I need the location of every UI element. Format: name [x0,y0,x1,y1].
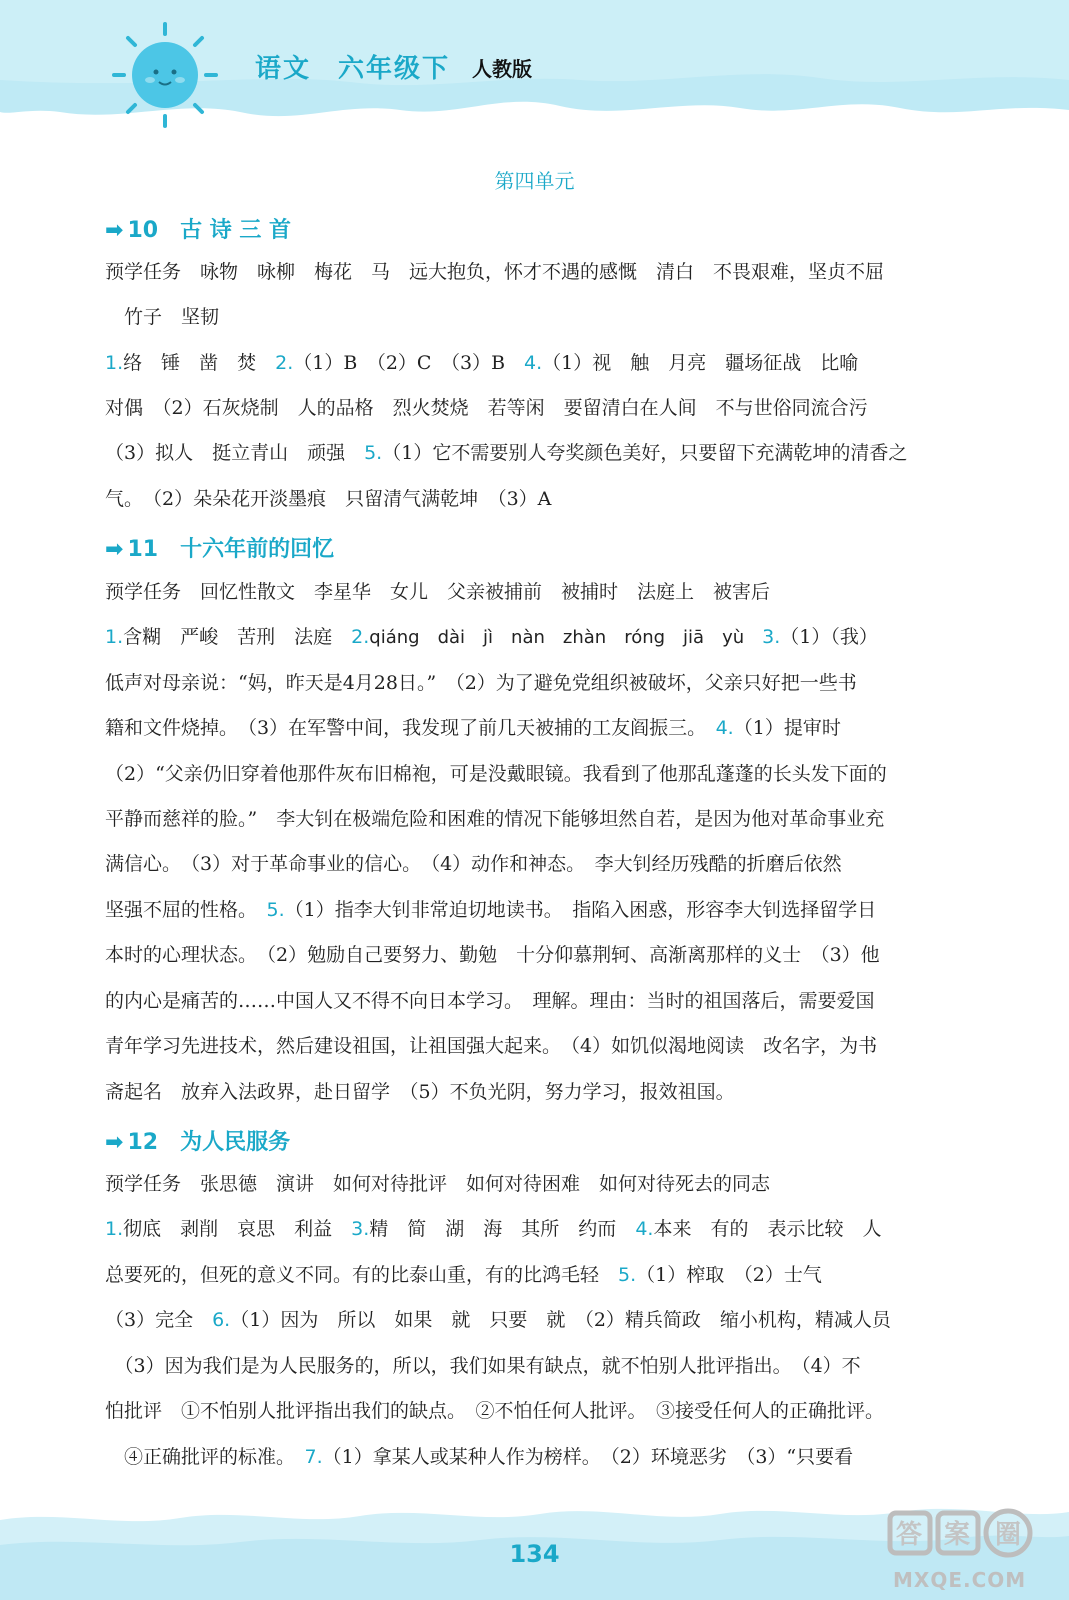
question-number: 5. [266,899,285,921]
arrow-right-icon: ➡ [105,537,124,562]
text-line: 预学任务 张思德 演讲 如何对待批评 如何对待困难 如何对待死去的同志 [105,1173,771,1195]
text-line: 总要死的，但死的意义不同。有的比泰山重，有的比鸿毛轻 5.（1）榨取 （2）士气 [105,1264,822,1286]
question-number: 4. [524,352,543,374]
header-subject: 语文 [255,54,312,84]
question-number: 2. [275,352,294,374]
pinyin-answer: qiáng dài jì nàn zhàn róng jiā yù [369,627,763,648]
question-number: 5. [618,1264,637,1286]
text-line: 怕批评 ①不怕别人批评指出我们的缺点。 ②不怕任何人批评。 ③接受任何人的正确批评。 [105,1400,885,1422]
question-number: 1. [105,352,124,374]
text-line: （3）拟人 挺立青山 顽强 5.（1）它不需要别人夸奖颜色美好，只要留下充满乾坤的清香之 [105,442,908,464]
question-number: 1. [105,626,124,648]
svg-text:案: 案 [944,1520,971,1550]
text-line: 斋起名 放弃入法政界，赴日留学 （5）不负光阴，努力学习，报效祖国。 [105,1081,735,1103]
lesson-heading [105,213,291,244]
text-line: 低声对母亲说：“妈，昨天是4月28日。” （2）为了避免党组织被破坏，父亲只好把一些书 [105,672,857,694]
arrow-right-icon: ➡ [105,218,124,243]
text-line: 本时的心理状态。 （2）勉励自己要努力、勤勉 十分仰慕荆轲、高渐离那样的义士 （3）他 [105,944,880,966]
text-line: 预学任务 咏物 咏柳 梅花 马 远大抱负，怀才不遇的感慨 清白 不畏艰难，坚贞不屈 [105,261,885,283]
text-line: 坚强不屈的性格。 5.（1）指李大钊非常迫切地读书。 指陷入困惑，形容李大钊选择留学日 [105,899,877,921]
text-line: （2）“父亲仍旧穿着他那件灰布旧棉袍，可是没戴眼镜。我看到了他那乱蓬蓬的长头发下面的 [105,763,887,785]
text-line: 满信心。 （3）对于革命事业的信心。 （4）动作和神态。 李大钊经历残酷的折磨后依然 [105,853,842,875]
question-number: 4. [715,717,734,739]
text-line: 1.络 锤 凿 焚 2.（1）B （2）C （3）B 4.（1）视 触 月亮 疆场征战 比喻 [105,352,859,374]
text-line: （3）完全 6.（1）因为 所以 如果 就 只要 就 （2）精兵简政 缩小机构，精减人员 [105,1309,891,1331]
text-line: 籍和文件烧掉。 （3）在军警中间，我发现了前几天被捕的工友阎振三。 4.（1）提审时 [105,717,841,739]
lesson-number: 12 [127,1130,159,1155]
text-line: 青年学习先进技术，然后建设祖国，让祖国强大起来。 （4）如饥似渴地阅读 改名字，为书 [105,1035,878,1057]
text-line: （3）因为我们是为人民服务的，所以，我们如果有缺点，就不怕别人批评指出。 （4）不 [105,1355,861,1377]
arrow-right-icon: ➡ [105,1130,124,1155]
header-grade: 六年级下 [338,54,451,84]
question-number: 1. [105,1218,124,1240]
text-line: 1.含糊 严峻 苦刑 法庭 2.qiáng dài jì nàn zhàn róng jiā yù 3.（1）（我） [105,626,878,648]
lesson-heading [105,1125,290,1156]
text-line: 气。 （2）朵朵花开淡墨痕 只留清气满乾坤 （3）A [105,488,552,510]
text-line: ④正确批评的标准。 7.（1）拿某人或某种人作为榜样。 （2）环境恶劣 （3）“只要看 [105,1446,854,1468]
text-line: 预学任务 回忆性散文 李星华 女儿 父亲被捕前 被捕时 法庭上 被害后 [105,581,771,603]
lesson-number: 10 [127,218,159,243]
page-number: 134 [509,1540,560,1568]
question-number: 7. [304,1446,323,1468]
lesson-heading [105,532,334,563]
text-line: 的内心是痛苦的……中国人又不得不向日本学习。 理解。理由：当时的祖国落后，需要爱国 [105,990,875,1012]
text-line: 竹子 坚韧 [105,306,220,328]
lesson-number: 11 [127,537,159,562]
question-number: 6. [212,1309,231,1331]
question-number: 4. [635,1218,654,1240]
text-line: 平静而慈祥的脸。” 李大钊在极端危险和困难的情况下能够坦然自若，是因为他对革命事业充 [105,808,885,830]
sun-mascot-icon [110,20,220,130]
text-line: 对偶 （2）石灰烧制 人的品格 烈火焚烧 若等闲 要留清白在人间 不与世俗同流合污 [105,397,868,419]
question-number: 5. [364,442,383,464]
watermark-text: MXQE.COM [893,1568,1027,1592]
svg-text:圈: 圈 [995,1520,1022,1550]
question-number: 3. [762,626,781,648]
lesson-title: 古 诗 三 首 [180,218,292,243]
lesson-title: 为人民服务 [180,1130,291,1155]
svg-text:答: 答 [896,1520,923,1550]
text-line: 1.彻底 剥削 哀思 利益 3.精 简 湖 海 其所 约而 4.本来 有的 表示比较 人 [105,1218,882,1240]
lesson-title: 十六年前的回忆 [180,537,335,562]
question-number: 2. [351,626,370,648]
unit-title: 第四单元 [494,169,575,193]
question-number: 3. [351,1218,370,1240]
header-edition: 人教版 [472,57,532,81]
